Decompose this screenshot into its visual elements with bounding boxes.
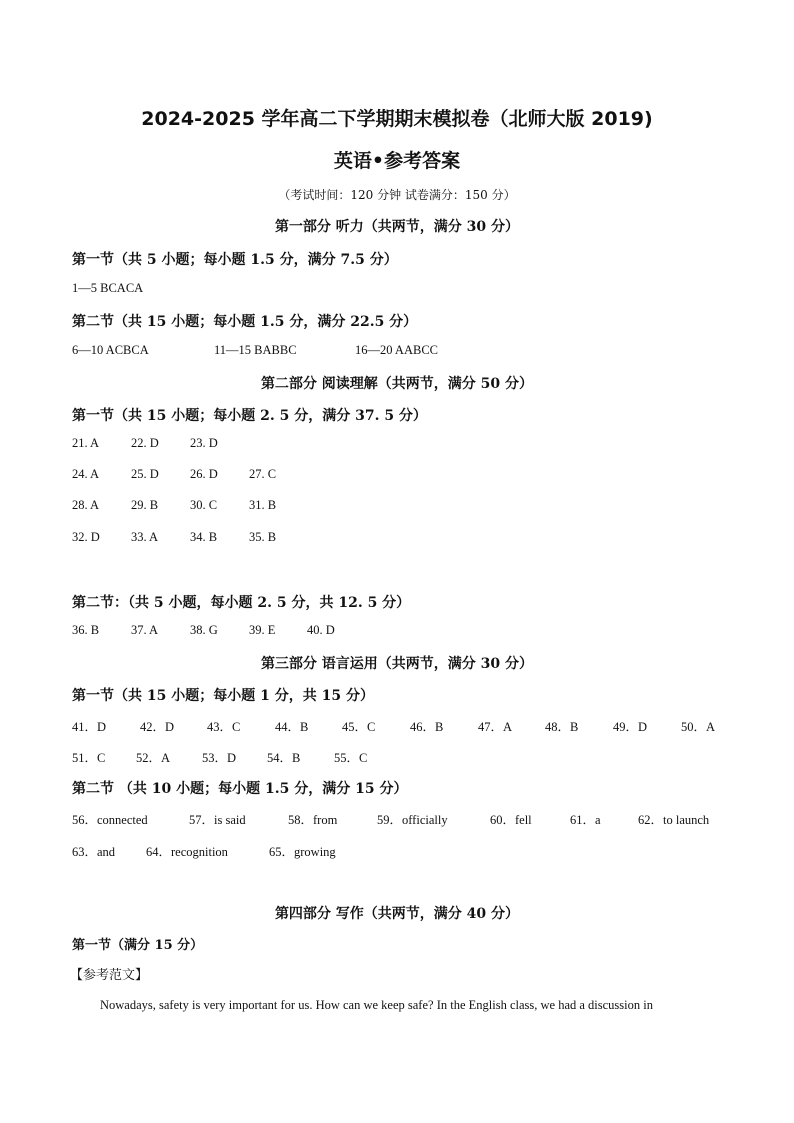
part1-sec2-group-1: 6—10 ACBCA (72, 343, 149, 357)
answer: 32. D (72, 530, 100, 544)
answer: 59．officially (377, 813, 448, 827)
answer: 49．D (613, 720, 648, 734)
part4-title: 第四部分 写作（共两节，满分 40 分） (274, 906, 520, 922)
part1-sec2-title: 第二节（共 15 小题；每小题 1.5 分，满分 22.5 分） (72, 314, 418, 330)
answer: 60．fell (490, 813, 532, 827)
part4-sec1-title: 第一节（满分 15 分） (72, 938, 204, 953)
exam-info: （考试时间：120 分钟 试卷满分：150 分） (278, 188, 516, 202)
sample-essay-label: 【参考范文】 (70, 968, 149, 983)
answer: 40. D (307, 623, 335, 637)
answer: 24. A (72, 467, 100, 481)
answer: 36. B (72, 623, 100, 637)
part2-title: 第二部分 阅读理解（共两节，满分 50 分） (260, 376, 534, 392)
part1-sec1-answers: 1—5 BCACA (72, 281, 144, 295)
answer: 65．growing (269, 845, 336, 859)
answer: 39. E (249, 623, 276, 637)
answer: 48．B (545, 720, 579, 734)
answer: 56．connected (72, 813, 148, 827)
answer: 52．A (136, 751, 171, 765)
part3-sec1-title: 第一节（共 15 小题；每小题 1 分，共 15 分） (72, 688, 374, 704)
answer: 64．recognition (146, 845, 228, 859)
answer: 54．B (267, 751, 301, 765)
part1-title: 第一部分 听力（共两节，满分 30 分） (274, 219, 520, 235)
answer: 62．to launch (638, 813, 710, 827)
answer: 61．a (570, 813, 601, 827)
answer: 21. A (72, 436, 100, 450)
answer: 30. C (190, 498, 218, 512)
answer: 57．is said (189, 813, 246, 827)
part1-sec1-title: 第一节（共 5 小题；每小题 1.5 分，满分 7.5 分） (72, 252, 398, 268)
document-title: 2024-2025 学年高二下学期期末模拟卷（北师大版 2019) (141, 108, 653, 130)
answer: 55．C (334, 751, 368, 765)
answer: 29. B (131, 498, 159, 512)
part1-sec2-group-2: 11—15 BABBC (214, 343, 297, 357)
answer: 44．B (275, 720, 309, 734)
answer: 22. D (131, 436, 159, 450)
answer: 43．C (207, 720, 241, 734)
answer: 28. A (72, 498, 100, 512)
part2-sec2-title: 第二节：（共 5 小题，每小题 2. 5 分，共 12. 5 分） (72, 595, 411, 611)
answer: 34. B (190, 530, 218, 544)
answer: 50．A (681, 720, 716, 734)
answer: 53．D (202, 751, 237, 765)
answer: 63．and (72, 845, 116, 859)
answer: 45．C (342, 720, 376, 734)
part3-title: 第三部分 语言运用（共两节，满分 30 分） (260, 656, 534, 672)
answer: 42．D (140, 720, 175, 734)
answer: 38. G (190, 623, 218, 637)
answer: 35. B (249, 530, 277, 544)
answer: 31. B (249, 498, 277, 512)
sample-essay-text: Nowadays, safety is very important for us. How can we keep safe? In the English class, we had a discussion in (100, 998, 653, 1012)
answer: 26. D (190, 467, 218, 481)
answer: 51．C (72, 751, 106, 765)
answer: 47．A (478, 720, 513, 734)
answer: 25. D (131, 467, 159, 481)
answer: 33. A (131, 530, 159, 544)
part2-sec1-title: 第一节（共 15 小题；每小题 2. 5 分，满分 37. 5 分） (72, 408, 427, 424)
part1-sec2-group-3: 16—20 AABCC (355, 343, 439, 357)
answer: 23. D (190, 436, 218, 450)
answer: 27. C (249, 467, 277, 481)
answer: 46．B (410, 720, 444, 734)
answer: 41．D (72, 720, 107, 734)
answer: 58．from (288, 813, 338, 827)
answer: 37. A (131, 623, 159, 637)
document-subtitle: 英语•参考答案 (333, 150, 461, 172)
part3-sec2-title: 第二节 （共 10 小题；每小题 1.5 分，满分 15 分） (72, 781, 408, 797)
